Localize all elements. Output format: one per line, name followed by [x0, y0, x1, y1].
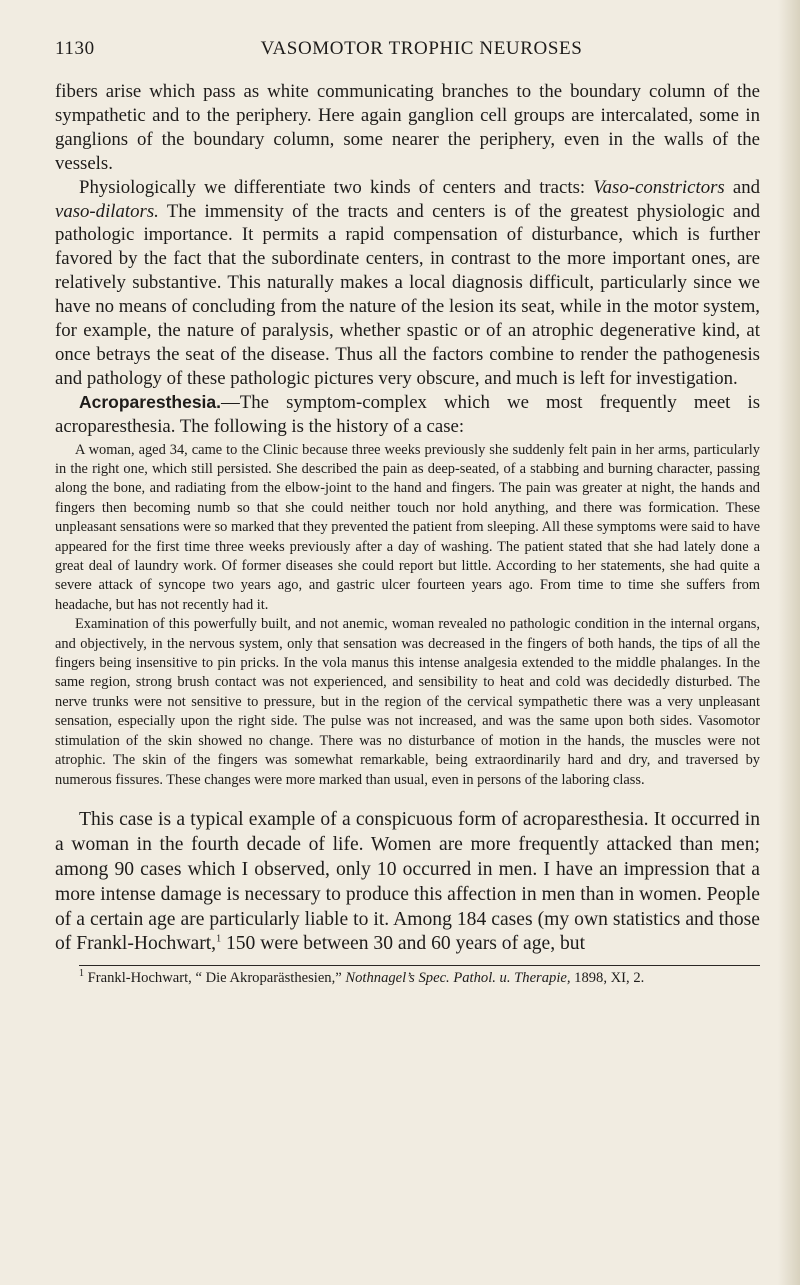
term-vaso-dilators: vaso-dilators. — [55, 200, 159, 222]
paragraph-1: fibers arise which pass as white communicating branches to the boundary column of the sympathetic and to the periphery. Here again ganglion cell groups are intercalated, some in ganglions of the boundary column, some nearer the periphery, even in the walls of the vessels. — [55, 81, 760, 174]
footnote-before: Frankl-Hochwart, “ Die Akroparästhesien,” — [84, 970, 346, 987]
section-heading-acroparesthesia: Acroparesthesia. — [79, 391, 222, 412]
term-vaso-constrictors: Vaso-constrictors — [593, 176, 725, 198]
closing-paragraph — [55, 808, 760, 957]
paragraph-2 — [55, 176, 760, 391]
closing-after: 150 were between 30 and 60 years of age, but — [221, 933, 586, 955]
footnote-after: 1898, XI, 2. — [570, 970, 645, 987]
para2-mid: and — [724, 176, 760, 198]
main-text — [55, 80, 760, 439]
closing-body: This case is a typical example of a conspicuous form of acroparesthesia. It occurred in a woman in the fourth decade of life. Women are more frequently attacked than men; among 90 cases which I observed, only 10 occurred in men. I have an impression that a more intense damage is necessary to produce this affection in men than in women. People of a certain age are particularly liable to it. Among 184 cases (my own statistics and those of Frankl-Hochwart, — [55, 808, 760, 955]
para2-before: Physiologically we differentiate two kinds of centers and tracts: — [79, 176, 594, 198]
page-header — [55, 38, 760, 64]
para3-text: —The symptom-complex which we most frequently meet is acroparesthesia. The following is the history of a case: — [55, 391, 760, 437]
footnote — [55, 969, 760, 988]
closing-text — [55, 808, 760, 957]
footnote-ref: 1 — [216, 933, 222, 945]
case-report — [55, 441, 760, 790]
page-edge-shadow — [778, 0, 800, 1285]
footnote-source: Nothnagel’s Spec. Pathol. u. Therapie, — [345, 970, 571, 987]
page-number: 1130 — [55, 38, 95, 59]
case-paragraph-2: Examination of this powerfully built, and not anemic, woman revealed no pathologic condition in the internal organs, and objectively, in the nervous system, only that sensation was decreased in the fingers of both hands, the tips of all the fingers being insensitive to pin pricks. In the vola manus this intense analgesia extended to the middle phalanges. In the same region, strong brush contact was not experienced, and sensibility to heat and cold was decidedly disturbed. The nerve trunks were not sensitive to pressure, but in the region of the cervical sympathetic there was a very unpleasant sensation, especially upon the right side. The pulse was not increased, and was the same upon both sides. Vasomotor stimulation of the skin showed no change. There was no disturbance of motion in the hands, the muscles were not atrophic. The skin of the fingers was somewhat remarkable, being extraordinarily hard and dry, and traversed by numerous fissures. These changes were more marked than usual, even in persons of the laboring class. — [55, 616, 760, 788]
running-title: VASOMOTOR TROPHIC NEUROSES — [260, 38, 583, 59]
case-paragraph-1: A woman, aged 34, came to the Clinic because three weeks previously she suddenly felt pain in her arms, particularly in the right one, which still persisted. She described the pain as deep-seated, of a stabbing and burning character, passing along the bone, and radiating from the elbow-joint to the hand and fingers. The pain was greater at night, the hands and fingers then becoming numb so that she could neither touch nor hold anything, and there was formication. These unpleasant sensations were so marked that they prevented the patient from sleeping. All these symptoms were said to have appeared for the first time three weeks previously after a day of washing. The patient stated that she had lately done a great deal of laundry work. Of former diseases she could report but little. According to her statements, she had quite a severe attack of syncope two years ago, and gastric ulcer fourteen years ago. From time to time she suffers from headache, but has not recently had it. — [55, 441, 760, 613]
para2-after: The immensity of the tracts and centers is of the greatest physiologic and pathologic importance. It permits a rapid compensation of disturbance, which is further favored by the fact that the subordinate centers, in contrast to the more important ones, are relatively substantive. This naturally makes a local diagnosis difficult, particularly since we have no means of concluding from the nature of the lesion its seat, while in the motor system, for example, the nature of paralysis, whether spastic or of an atrophic degenerative kind, at once betrays the seat of the disease. Thus all the factors combine to render the pathogenesis and pathology of these pathologic pictures very obscure, and much is left for investigation. — [55, 200, 760, 389]
footnote-mark: 1 — [79, 968, 84, 980]
book-page — [55, 38, 760, 989]
paragraph-3 — [55, 391, 760, 439]
footnote-rule — [79, 965, 760, 966]
